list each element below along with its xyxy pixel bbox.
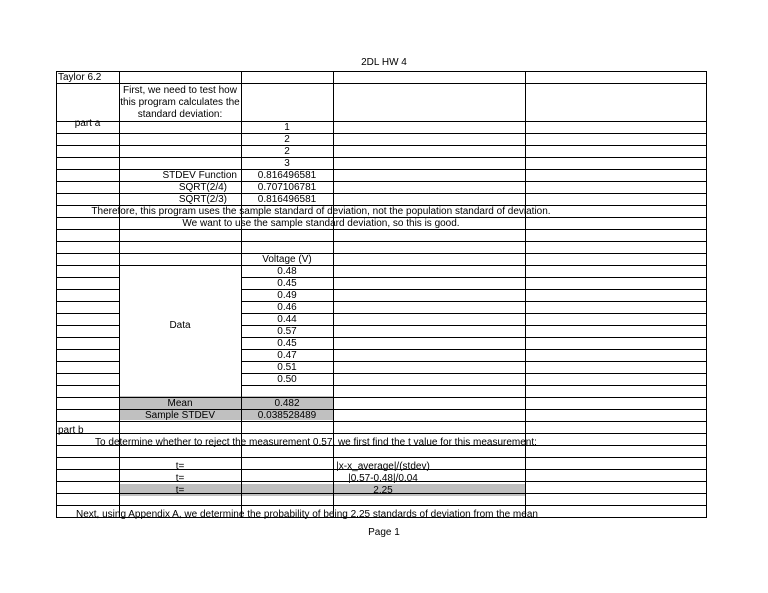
grid-line [56, 229, 707, 230]
grid-line [56, 385, 119, 386]
sqrt-2-4-label: SQRT(2/4) [178, 182, 227, 193]
voltage-value: 0.45 [277, 338, 297, 349]
grid-line [56, 373, 119, 374]
grid-line [56, 71, 57, 518]
grid-line [56, 265, 707, 266]
grid-line [525, 71, 526, 518]
sqrt-2-3-label: SQRT(2/3) [178, 194, 227, 205]
page-footer: Page 1 [368, 527, 400, 538]
grid-line [56, 349, 119, 350]
sample-stdev-value: 0.038528489 [257, 410, 317, 421]
grid-line [56, 241, 707, 242]
test-value: 2 [284, 134, 290, 145]
grid-line [56, 421, 707, 422]
t-substitution: |0.57-0.48|/0.04 [348, 473, 418, 484]
mean-label: Mean [167, 398, 193, 409]
grid-line [56, 133, 707, 134]
voltage-value: 0.46 [277, 302, 297, 313]
grid-line [56, 433, 707, 434]
voltage-value: 0.57 [277, 326, 297, 337]
grid-line [56, 253, 707, 254]
grid-line [56, 83, 707, 84]
grid-line [56, 157, 707, 158]
t-label: t= [175, 473, 185, 484]
voltage-value: 0.49 [277, 290, 297, 301]
grid-line [56, 313, 119, 314]
voltage-column-header: Voltage (V) [262, 254, 312, 265]
part-b-intro: To determine whether to reject the measurement 0.57, we first find the t value for this measurement: [95, 437, 537, 448]
part-b-label: part b [58, 425, 84, 436]
voltage-value: 0.48 [277, 266, 297, 277]
grid-line [56, 301, 119, 302]
t-label: t= [175, 485, 185, 496]
grid-line [56, 145, 707, 146]
part-a-label: part a [74, 118, 101, 129]
grid-line [241, 385, 707, 386]
grid-line [56, 277, 119, 278]
sample-stdev-label: Sample STDEV [144, 410, 216, 421]
next-step-text: Next, using Appendix A, we determine the probability of being 2.25 standards of deviation from the mean [76, 509, 538, 520]
page-header: 2DL HW 4 [361, 57, 407, 68]
conclusion-line-2: We want to use the sample standard deviation, so this is good. [182, 218, 460, 229]
grid-line [706, 71, 707, 518]
intro-line-1: First, we need to test how [123, 85, 237, 96]
conclusion-line-1: Therefore, this program uses the sample standard of deviation, not the population standard of deviation. [91, 206, 551, 217]
grid-line [333, 71, 334, 518]
intro-line-2: this program calculates the [120, 97, 240, 108]
test-value: 3 [284, 158, 290, 169]
t-formula: |x-x_average|/(stdev) [336, 461, 430, 472]
t-label: t= [175, 461, 185, 472]
test-value: 2 [284, 146, 290, 157]
test-value: 1 [284, 122, 290, 133]
grid-line [56, 121, 707, 122]
sqrt-2-4-value: 0.707106781 [257, 182, 317, 193]
grid-line [56, 505, 707, 506]
sqrt-2-3-value: 0.816496581 [257, 194, 317, 205]
spreadsheet-grid [56, 71, 707, 520]
mean-value: 0.482 [274, 398, 300, 409]
voltage-value: 0.50 [277, 374, 297, 385]
sheet-title: Taylor 6.2 [58, 72, 102, 83]
grid-line [56, 71, 707, 72]
grid-line [56, 361, 119, 362]
stdev-function-value: 0.816496581 [257, 170, 317, 181]
voltage-value: 0.47 [277, 350, 297, 361]
intro-line-3: standard deviation: [137, 109, 223, 120]
voltage-value: 0.51 [277, 362, 297, 373]
voltage-value: 0.45 [277, 278, 297, 289]
data-label: Data [169, 320, 191, 331]
stdev-function-label: STDEV Function [162, 170, 237, 181]
grid-line [119, 71, 120, 518]
t-result: 2.25 [373, 485, 393, 496]
grid-line [56, 325, 119, 326]
grid-line [56, 289, 119, 290]
voltage-value: 0.44 [277, 314, 297, 325]
grid-line [56, 457, 707, 458]
grid-line [56, 337, 119, 338]
